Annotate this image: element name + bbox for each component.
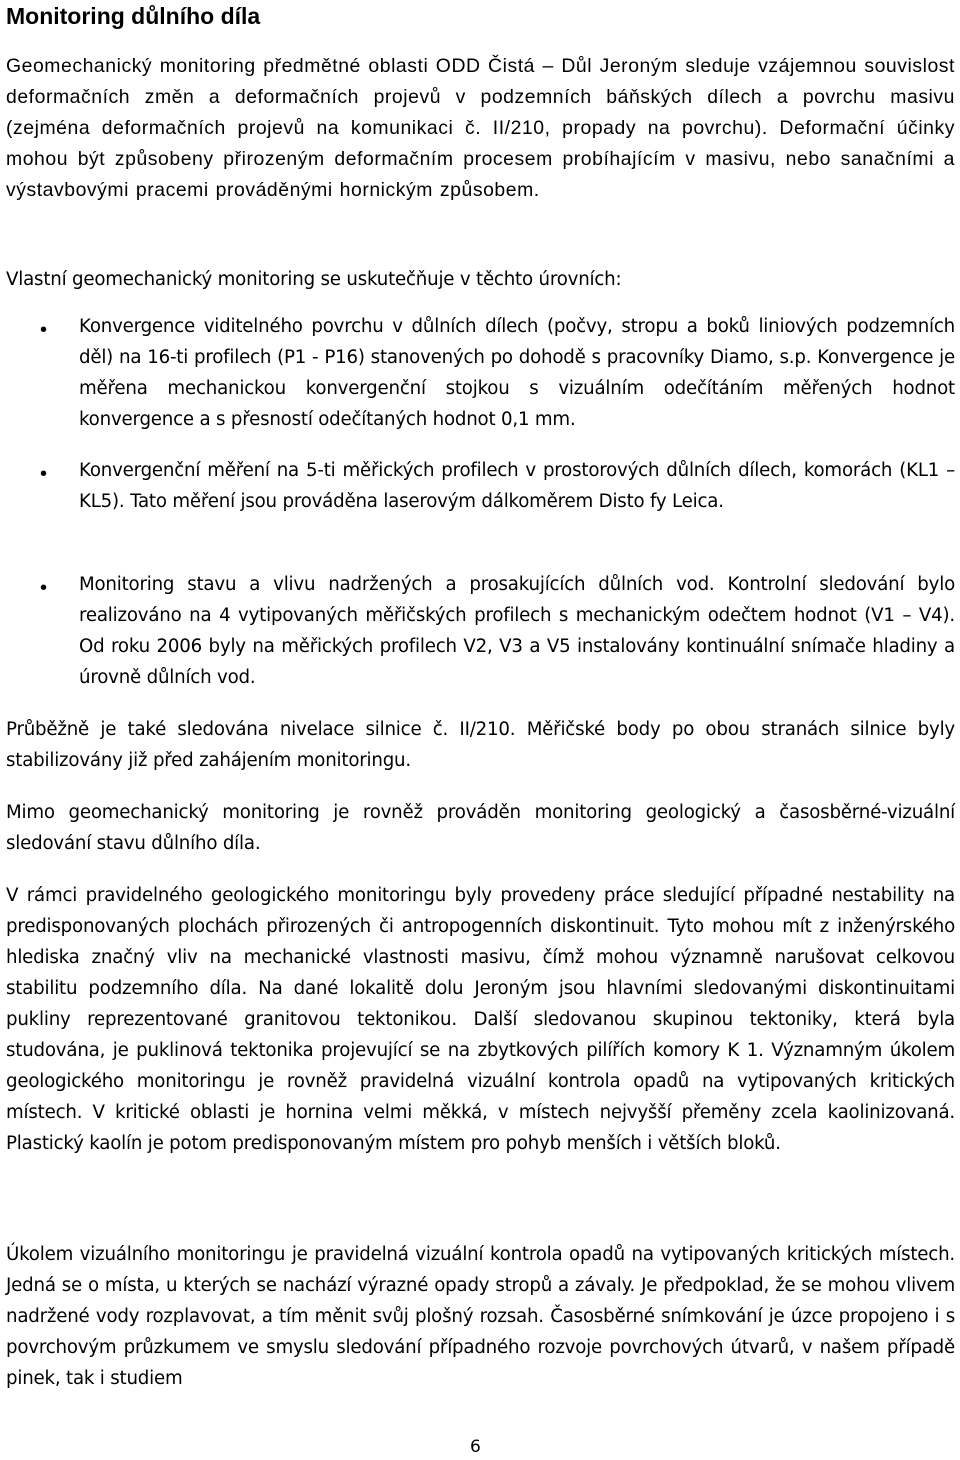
bullet-icon: • [40,577,48,599]
list-item-text: Monitoring stavu a vlivu nadržených a prosakujících důlních vod. Kontrolní sledování bylo realizováno na 4 vytipovaných měřičských profilech s mechanickým odečtem hodnot (V1 – V4). Od roku 2006 byly na měřických profilech V2, V3 a V5 instalovány kontinuální snímače hladiny a úrovně důlních vod. [79,574,955,688]
geology-paragraph: Mimo geomechanický monitoring je rovněž prováděn monitoring geologický a časosběrné-vizuální sledování stavu důlního díla. [6,802,955,854]
leveling-paragraph: Průběžně je také sledována nivelace silnice č. II/210. Měřičské body po obou stranách silnice byly stabilizovány již před zahájením monitoringu. [6,719,955,771]
geological-monitoring-paragraph: V rámci pravidelného geologického monitoringu byly provedeny práce sledující případné nestability na predisponovaných plochách přirozených či antropogenních diskontinuit. Tyto mohou mít z inženýrského hlediska značný vliv na mechanické vlastnosti masivu, čímž mohou významně narušovat celkovou stabilitu podzemního díla. Na dané lokalitě dolu Jeroným jsou hlavními sledovanými diskontinuitami pukliny reprezentované granitovou tektonikou. Další sledovanou skupinou tektoniky, která byla studována, je puklinová tektonika projevující se na zbytkových pilířích komory K 1. Významným úkolem geologického monitoringu je rovněž pravidelná vizuální kontrola opadů na vytipovaných kritických místech. V kritické oblasti je hornina velmi měkká, v místech nejvyšší přeměny zcela kaolinizovaná. Plastický kaolín je potom predisponovaným místem pro pohyb menších i větších bloků. [6,885,955,1154]
visual-monitoring-paragraph: Úkolem vizuálního monitoringu je pravidelná vizuální kontrola opadů na vytipovaných kritických místech. Jedná se o místa, u kterých se nachází výrazné opady stropů a závaly. Je předpoklad, že se mohou vlivem nadržené vody rozplavovat, a tím měnit svůj plošný rozsah. Časosběrné snímkování je úzce propojeno i s povrchovým průzkumem ve smyslu sledování případného rozvoje povrchových útvarů, v našem případě pinek, tak i studiem [6,1244,955,1389]
list-item-text: Konvergenční měření na 5-ti měřických profilech v prostorových důlních dílech, komorách (KL1 – KL5). Tato měření jsou prováděna laserovým dálkoměrem Disto fy Leica. [79,460,955,512]
bullet-icon: • [40,463,48,485]
page-number: 6 [470,1437,481,1457]
intro-paragraph: Geomechanický monitoring předmětné oblasti ODD Čistá – Důl Jeroným sleduje vzájemnou souvislost deformačních změn a deformačních projevů v podzemních báňských dílech a povrchu masivu (zejména deformačních projevů na komunikaci č. II/210, propady na povrchu). Deformační účinky mohou být způsobeny přirozeným deformačním procesem probíhajícím v masivu, nebo sanačními a výstavbovými pracemi prováděnými hornickým způsobem. [6,55,955,201]
levels-intro-paragraph: Vlastní geomechanický monitoring se uskutečňuje v těchto úrovních: [6,269,622,290]
list-item-text: Konvergence viditelného povrchu v důlních dílech (počvy, stropu a boků liniových podzemních děl) na 16-ti profilech (P1 - P16) stanovených po dohodě s pracovníky Diamo, s.p. Konvergence je měřena mechanickou konvergenční stojkou s vizuálním odečítáním měřených hodnot konvergence a s přesností odečítaných hodnot 0,1 mm. [79,316,955,430]
page-title: Monitoring důlního díla [6,3,261,29]
bullet-icon: • [40,319,48,341]
